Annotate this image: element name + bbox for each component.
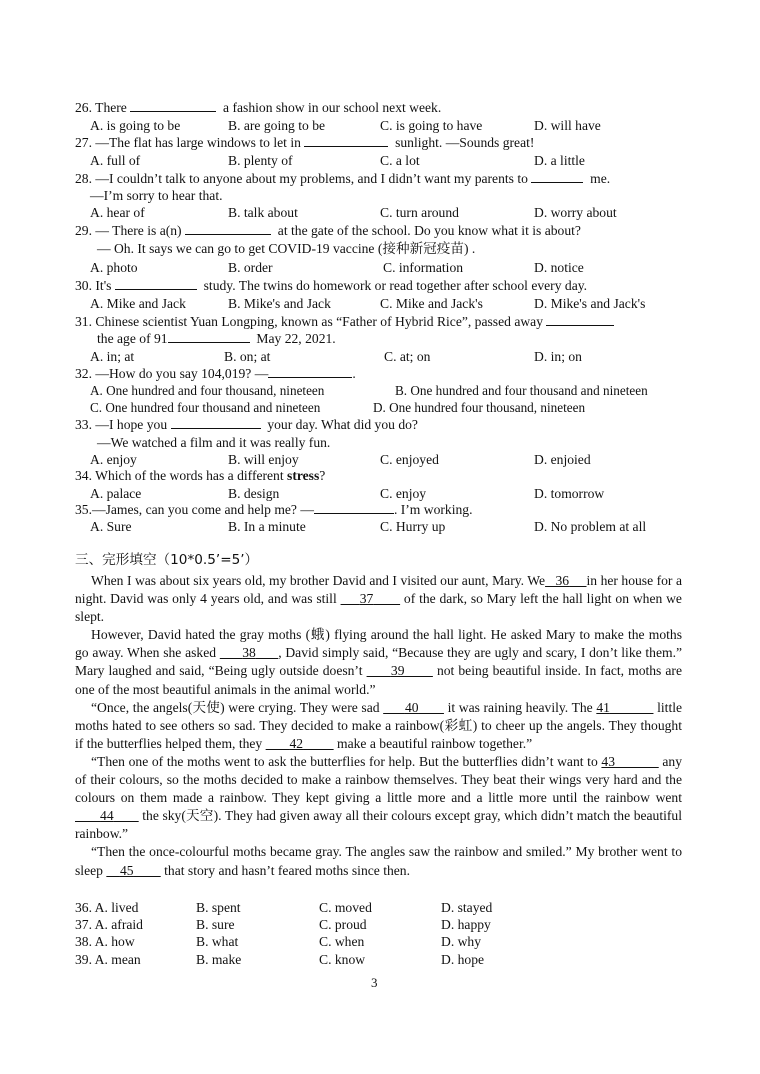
paragraph-2: However, David hated the gray moths (蛾) flying around the hall light. He asked Mary to make the moths go away. When she asked 38 , David simply said, “Because they are ugly and scary, I don’t like them.” Mary laughed and said, “Being ugly outside doesn’t 39 not being beautiful inside. In fact, moths are one of the most beautiful animals in the animal world.” [75, 627, 683, 697]
paragraph-1: When I was about six years old, my brother David and I visited our aunt, Mary. We 36 in her house for a night. David was only 4 years old, and was still 37 of the dark, so Mary left the hall light on when we slept. [75, 573, 682, 625]
answer-blank [171, 416, 261, 429]
question-27: 27. —The flat has large windows to let in sunlight. —Sounds great! [75, 135, 535, 150]
cloze-passage [75, 572, 682, 880]
question-26-options: A. is going to be B. are going to be C. is going to have D. will have [90, 118, 601, 133]
question-27-options: A. full of B. plenty of C. a lot D. a little [90, 153, 585, 168]
question-29: 29. — There is a(n) at the gate of the school. Do you know what it is about? [75, 223, 581, 238]
answer-row-37: 37. A. afraid B. sure C. proud D. happy [75, 917, 491, 932]
answer-blank [168, 330, 250, 343]
paragraph-3: “Once, the angels(天使) were crying. They were sad 40 it was raining heavily. The 41 little moths hated to see others so sad. They decided to make a rainbow(彩虹) to cheer up the angels. They thought if the butterflies helped them, they 42 make a beautiful rainbow together.” [75, 699, 683, 751]
question-33-reply: —We watched a film and it was really fun. [97, 435, 331, 450]
section-title: 三、完形填空（10*0.5’=5’） [75, 552, 259, 568]
paragraph-4: “Then one of the moths went to ask the butterflies for help. But the butterflies didn’t want to 43 any of their colours, so the moths decided to make a rainbow themselves. They beat their wings very hard and the colours on them made a rainbow. They kept giving a little more and a little more until the rainbow went 44 the sky(天空). They had given away all their colours except gray, which didn’t match the beautiful rainbow.” [75, 753, 683, 842]
page-number: 3 [371, 975, 378, 990]
question-33-options: A. enjoy B. will enjoy C. enjoyed D. enjoied [90, 452, 591, 467]
answer-blank [531, 170, 583, 183]
answer-blank [185, 222, 271, 235]
question-29-options: A. photo B. order C. information D. notice [90, 260, 584, 275]
answer-blank [130, 99, 216, 112]
question-28-reply: —I’m sorry to hear that. [90, 188, 223, 203]
paragraph-5: “Then the once-colourful moths became gray. The angles saw the rainbow and smiled.” My brother went to sleep 45 that story and hasn’t feared moths since then. [75, 844, 682, 878]
answer-row-36: 36. A. lived B. spent C. moved D. stayed [75, 900, 493, 915]
question-35: 35.—James, can you come and help me? — . I’m working. [75, 502, 473, 517]
question-35-options: A. Sure B. In a minute C. Hurry up D. No problem at all [90, 519, 647, 534]
question-31-options: A. in; at B. on; at C. at; on D. in; on [90, 349, 582, 364]
question-28-options: A. hear of B. talk about C. turn around D. worry about [90, 205, 617, 220]
question-26: 26. There a fashion show in our school next week. [75, 100, 442, 115]
answer-row-39: 39. A. mean B. make C. know D. hope [75, 952, 485, 967]
question-31-line2: the age of 91 May 22, 2021. [97, 331, 336, 346]
question-34: 34. Which of the words has a different stress? [75, 468, 326, 483]
question-32-options-row1: A. One hundred and four thousand, nineteen B. One hundred and four thousand and nineteen [90, 383, 648, 398]
question-34-options: A. palace B. design C. enjoy D. tomorrow [90, 486, 605, 501]
answer-blank [268, 365, 352, 378]
answer-blank [314, 501, 394, 514]
question-30-options: A. Mike and Jack B. Mike's and Jack C. Mike and Jack's D. Mike's and Jack's [90, 296, 646, 311]
question-28: 28. —I couldn’t talk to anyone about my problems, and I didn’t want my parents to me. [75, 171, 611, 186]
question-29-reply: — Oh. It says we can go to get COVID-19 vaccine (接种新冠疫苗) . [97, 241, 476, 256]
question-30: 30. It's study. The twins do homework or read together after school every day. [75, 278, 588, 293]
question-32-options-row2: C. One hundred four thousand and nineteen D. One hundred four thousand, nineteen [90, 400, 586, 415]
answer-blank [546, 313, 614, 326]
answer-blank [115, 277, 197, 290]
answer-row-38: 38. A. how B. what C. when D. why [75, 934, 482, 949]
question-31: 31. Chinese scientist Yuan Longping, known as “Father of Hybrid Rice”, passed away [75, 313, 685, 330]
answer-blank [304, 134, 388, 147]
question-32: 32. —How do you say 104,019? — . [75, 366, 356, 381]
question-33: 33. —I hope you your day. What did you do? [75, 417, 418, 432]
